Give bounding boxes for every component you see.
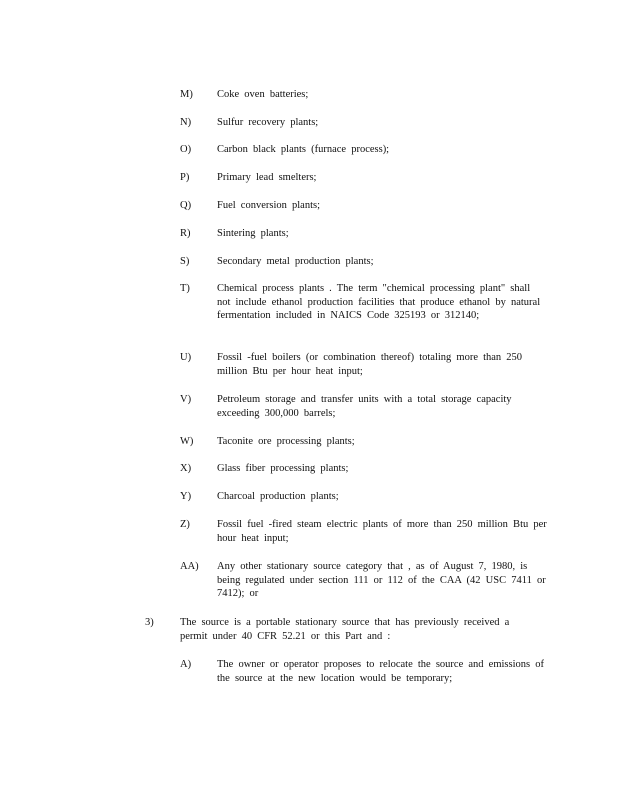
- item-label: O): [180, 144, 192, 155]
- item-text: Fuel conversion plants;: [217, 200, 320, 211]
- item-label: AA): [180, 561, 199, 572]
- item-label: S): [180, 256, 190, 267]
- item-text: Petroleum storage and transfer units with a total storage capacity exceeding 300,000 barrels;: [217, 394, 512, 419]
- item-text: Fossil -fuel boilers (or combination thereof) totaling more than 250 million Btu per hour heat input;: [217, 352, 523, 377]
- item-text: Charcoal production plants;: [217, 491, 339, 502]
- item-text: Secondary metal production plants;: [217, 256, 374, 267]
- item-label: X): [180, 463, 192, 474]
- item-text: Primary lead smelters;: [217, 172, 317, 183]
- item-text: Chemical process plants . The term "chemical processing plant" shall not include ethanol production facilities that produce ethanol by natural fermentation included in NAICS Code 325193 or 312140;: [217, 283, 541, 321]
- item-label: Z): [180, 519, 190, 530]
- item-text: Sulfur recovery plants;: [217, 117, 319, 128]
- item-label: Q): [180, 200, 192, 211]
- item-text: Fossil fuel -fired steam electric plants of more than 250 million Btu per hour heat input;: [217, 519, 547, 544]
- item-label: U): [180, 352, 192, 363]
- item-label: A): [180, 659, 192, 670]
- item-label: M): [180, 89, 193, 100]
- item-label: Y): [180, 491, 192, 502]
- item-label: W): [180, 436, 194, 447]
- item-text: Sintering plants;: [217, 228, 289, 239]
- section-text: The source is a portable stationary source that has previously received a permit under 40 CFR 52.21 or this Part and :: [180, 617, 510, 642]
- item-text: Carbon black plants (furnace process);: [217, 144, 390, 155]
- section-label: 3): [145, 617, 154, 628]
- item-label: N): [180, 117, 192, 128]
- item-label: R): [180, 228, 191, 239]
- item-text: Glass fiber processing plants;: [217, 463, 349, 474]
- item-label: V): [180, 394, 192, 405]
- item-text: Taconite ore processing plants;: [217, 436, 355, 447]
- item-text: Coke oven batteries;: [217, 89, 309, 100]
- item-label: P): [180, 172, 190, 183]
- item-text: The owner or operator proposes to relocate the source and emissions of the source at the new location would be temporary;: [217, 659, 544, 684]
- item-label: T): [180, 283, 190, 294]
- item-text: Any other stationary source category that , as of August 7, 1980, is being regulated under section 111 or 112 of the CAA (42 USC 7411 or 7412); or: [217, 561, 546, 599]
